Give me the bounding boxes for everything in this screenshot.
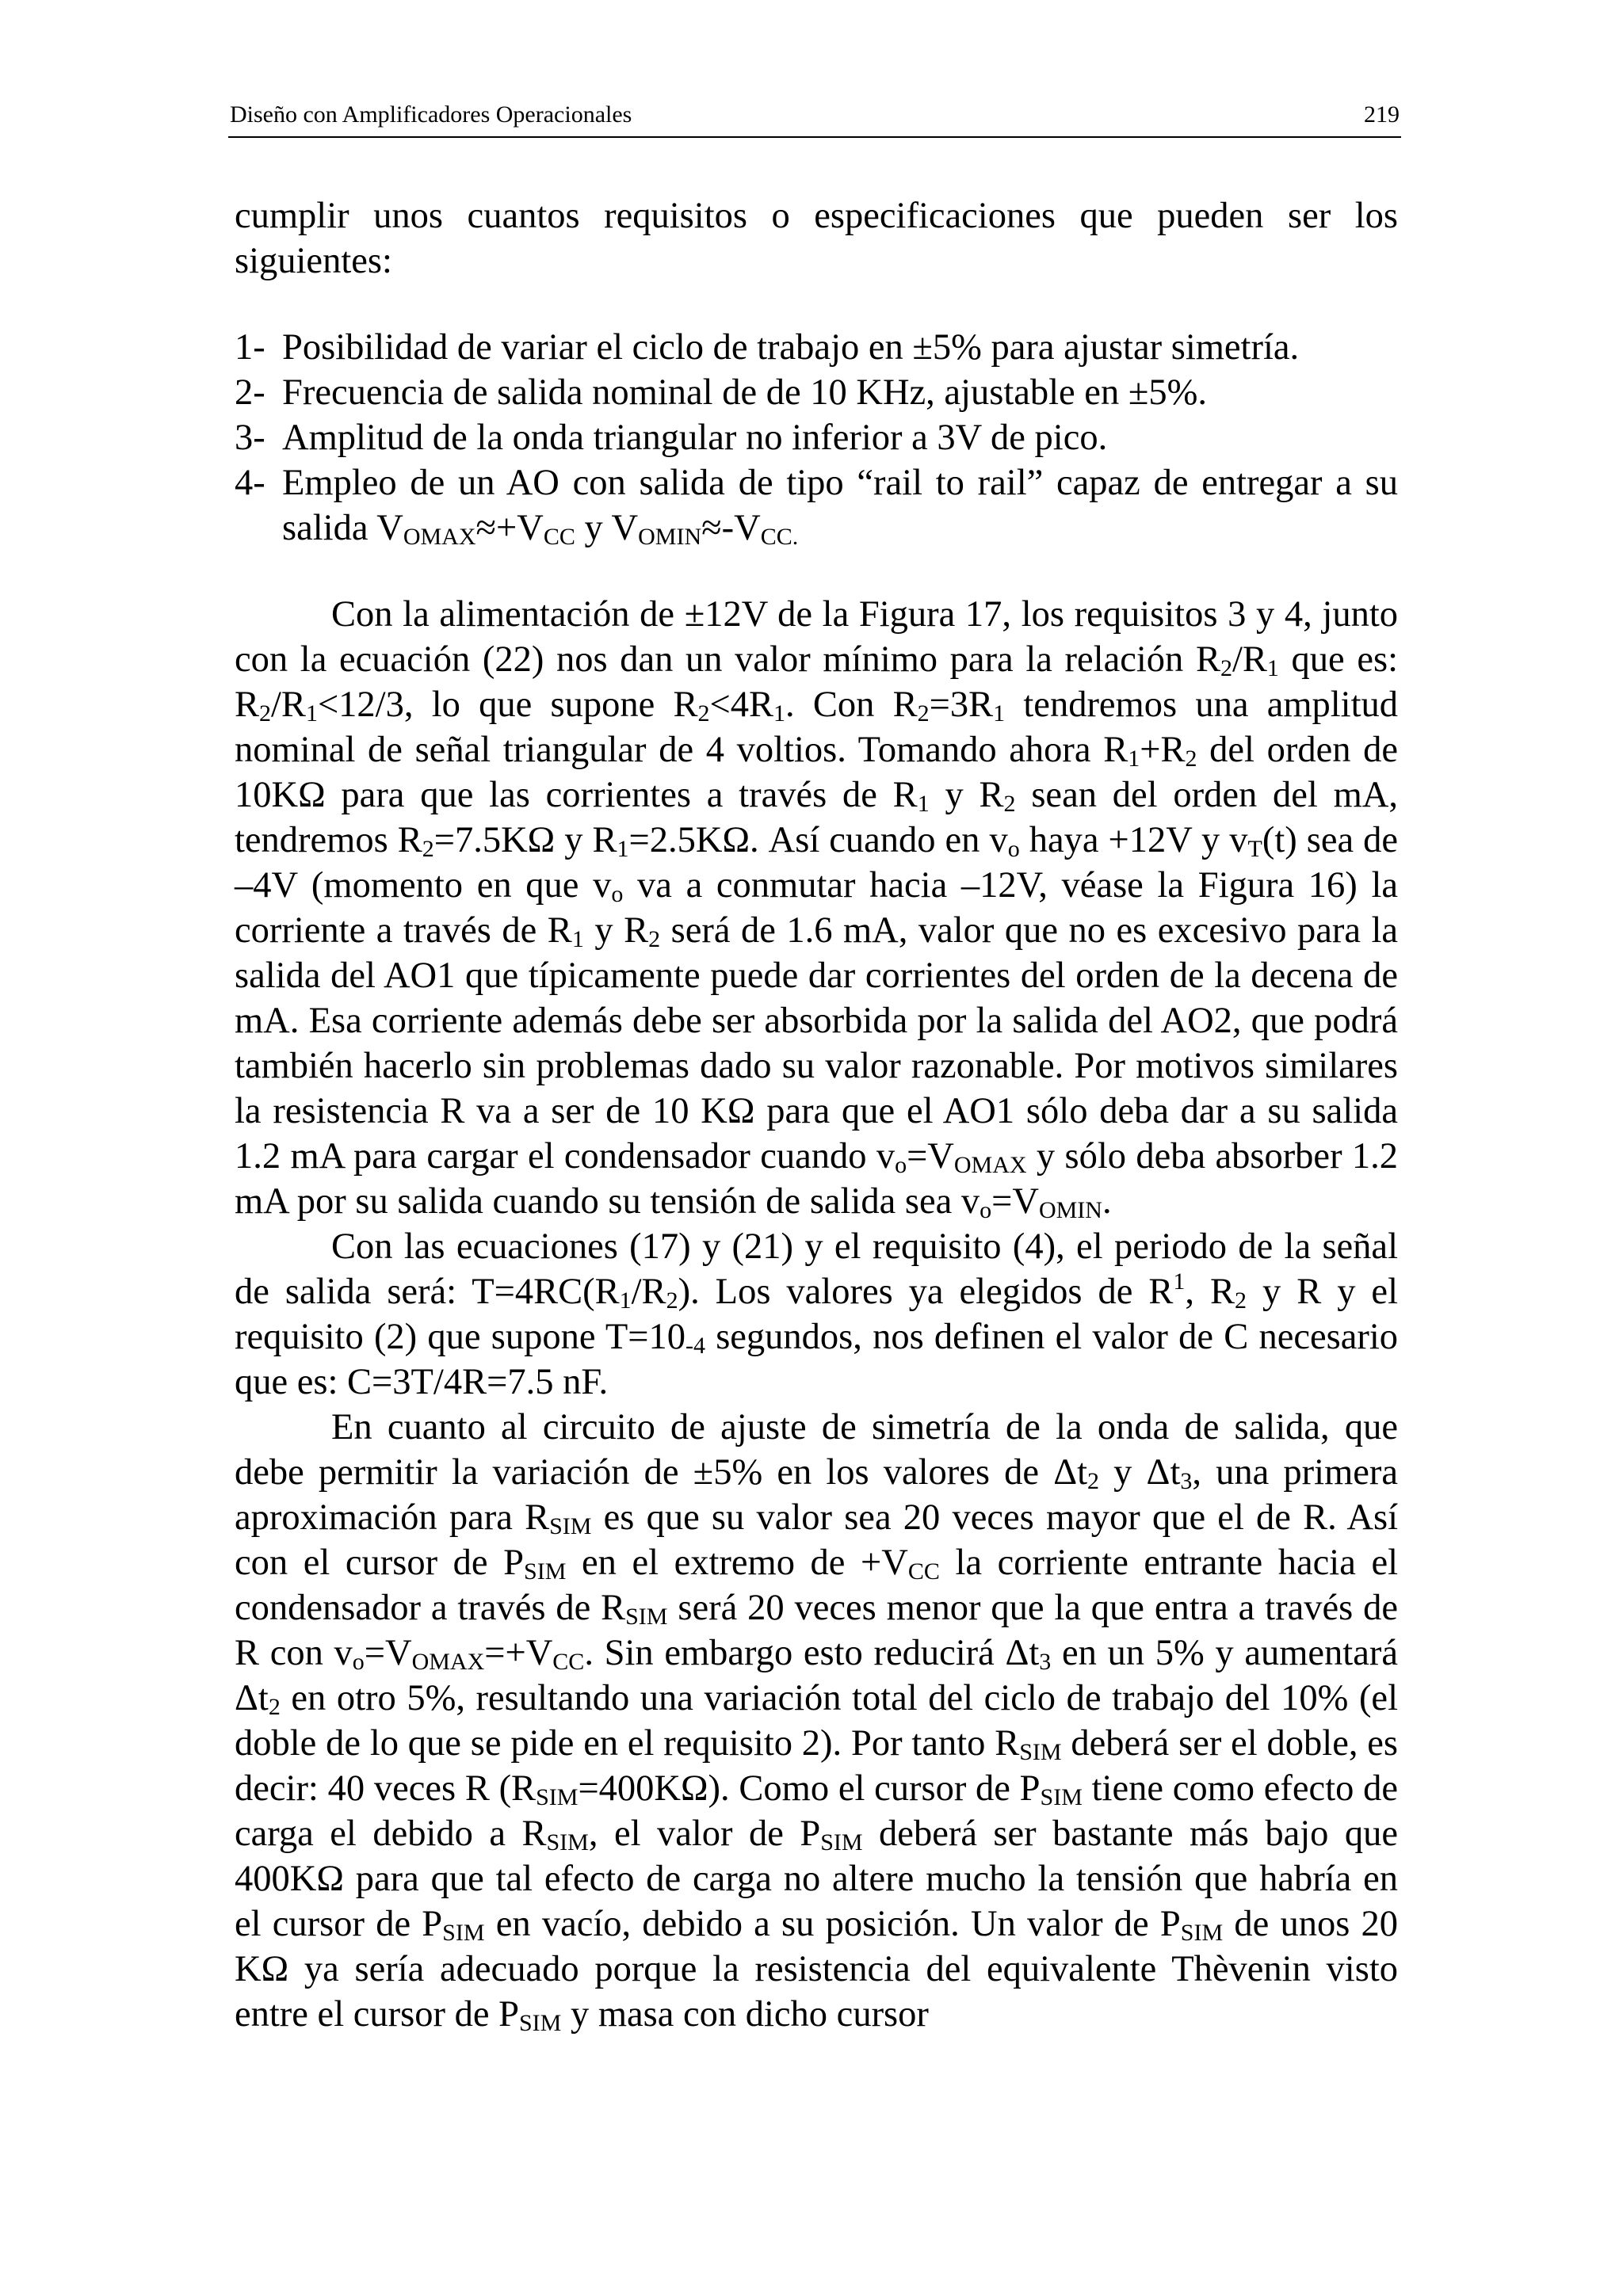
- intro-paragraph: cumplir unos cuantos requisitos o especificaciones que pueden ser los siguientes:: [235, 196, 1398, 281]
- subscript: SIM: [536, 1784, 579, 1810]
- subscript: 1: [1128, 746, 1140, 772]
- subscript: 1: [917, 791, 930, 817]
- paragraph-1: Con la alimentación de ±12V de la Figura 17, los requisitos 3 y 4, junto con la ecuación (22) nos dan un valor mínimo para la relación $R_2/R_1$ que es: $R_2/R_1<12/3$, lo que supone $R_2<4R_1$. Con $R_2=3R_1$ tendremos una amplitud nominal de señal triangular de 4 voltios. Tomando ahora $R_1+R_2$ del orden de 10KΩ para que las corrientes a través de $R_1$ y $R_2$ sean del orden del mA, tendremos $R_2=7.5K\Omega$ y $R_1=2.5K\Omega$. Así cuando en $v_o$ haya +12V y $v_T(t)$ sea de –4V (momento en que $v_o$ va a conmutar hacia –12V, véase la Figura 16) la corriente a través de $R_1$ y $R_2$ será de 1.6 mA, valor que no es excesivo para la salida del AO1 que típicamente puede dar corrientes del orden de la decena de mA. Esa corriente además debe ser absorbida por la salida del AO2, que podrá también hacerlo sin problemas dado su valor razonable. Por motivos similares la resistencia R va a ser de 10 KΩ para que el AO1 sólo deba dar a su salida 1.2 mA para cargar el condensador cuando $v_o=V_{OMAX}$ y sólo deba absorber 1.2 mA por su salida cuando su tensión de salida sea $v_o=V_{OMIN}$.: [235, 594, 1399, 1223]
- subscript: 2: [1234, 1287, 1247, 1314]
- subscript: o: [895, 1152, 907, 1178]
- subscript: SIM: [524, 1558, 567, 1585]
- subscript: 3: [1180, 1468, 1193, 1494]
- subscript: 1: [773, 700, 785, 727]
- list-item: [235, 415, 1398, 460]
- running-header: [228, 92, 1401, 138]
- list-text: Posibilidad de variar el ciclo de trabajo en ±5% para ajustar simetría.: [282, 327, 1300, 368]
- subscript: 2: [1087, 1468, 1100, 1494]
- page-number: 219: [1364, 101, 1400, 128]
- subscript: 2: [917, 700, 930, 727]
- subscript: CC.: [760, 524, 799, 550]
- subscript: 2: [259, 700, 272, 727]
- list-number: 3-: [235, 418, 265, 458]
- subscript: OMAX: [953, 1152, 1027, 1178]
- list-item: [235, 325, 1398, 370]
- subscript: -4: [685, 1333, 705, 1359]
- subscript: 1: [305, 700, 318, 727]
- subscript: 1: [1266, 655, 1279, 681]
- subscript: OMIN: [638, 524, 702, 550]
- list-text: Amplitud de la onda triangular no inferior a 3V de pico.: [282, 418, 1108, 458]
- page-body: [235, 193, 1398, 2037]
- subscript: o: [980, 1197, 992, 1223]
- subscript: CC: [907, 1558, 940, 1585]
- header-title: Diseño con Amplificadores Operacionales: [230, 101, 632, 128]
- subscript: o: [352, 1649, 365, 1675]
- subscript: SIM: [442, 1920, 485, 1946]
- subscript: SIM: [625, 1604, 668, 1630]
- list-number: 4-: [235, 463, 265, 503]
- subscript: 2: [268, 1694, 281, 1720]
- list-number: 2-: [235, 372, 265, 413]
- subscript: SIM: [1019, 1739, 1062, 1765]
- list-text: Empleo de un AO con salida de tipo “rail to rail” capaz de entregar a su salida $V_{OMAX}\approx+V_{CC}$ y $V_{OMIN}\approx-V_{CC.}$: [282, 463, 1398, 550]
- subscript: 2: [422, 836, 434, 862]
- subscript: 1: [619, 1287, 632, 1314]
- subscript: OMAX: [403, 524, 476, 550]
- subscript: 1: [617, 836, 629, 862]
- subscript: o: [1007, 836, 1020, 862]
- subscript: 2: [1185, 746, 1197, 772]
- subscript: SIM: [1180, 1920, 1224, 1946]
- subscript: SIM: [518, 2010, 562, 2036]
- subscript: 2: [648, 926, 661, 952]
- subscript: CC: [552, 1649, 585, 1675]
- paragraph-3: En cuanto al circuito de ajuste de simetría de la onda de salida, que debe permitir la variación de ±5% en los valores de $\Delta t_2$ y $\Delta t_3$, una primera aproximación para $R_{SIM}$ es que su valor sea 20 veces mayor que el de R. Así con el cursor de $P_{SIM}$ en el extremo de $+V_{CC}$ la corriente entrante hacia el condensador a través de $R_{SIM}$ será 20 veces menor que la que entra a través de R con $v_o=V_{OMAX}=+V_{CC}$. Sin embargo esto reducirá $\Delta t_3$ en un 5% y aumentará $\Delta t_2$ en otro 5%, resultando una variación total del ciclo de trabajo del 10% (el doble de lo que se pide en el requisito 2). Por tanto $R_{SIM}$ deberá ser el doble, es decir: 40 veces R $(R_{SIM}=400K\Omega)$. Como el cursor de $P_{SIM}$ tiene como efecto de carga el debido a $R_{SIM}$, el valor de $P_{SIM}$ deberá ser bastante más bajo que 400KΩ para que tal efecto de carga no altere mucho la tensión que habría en el cursor de $P_{SIM}$ en vacío, debido a su posición. Un valor de $P_{SIM}$ de unos 20 KΩ ya sería adecuado porque la resistencia del equivalente Thèvenin visto entre el cursor de $P_{SIM}$ y masa con dicho cursor: [235, 1407, 1399, 2036]
- subscript: OMAX: [411, 1649, 485, 1675]
- list-number: 1-: [235, 327, 265, 368]
- subscript: 3: [1039, 1649, 1052, 1675]
- subscript: SIM: [820, 1829, 863, 1855]
- subscript: OMIN: [1038, 1197, 1102, 1223]
- subscript: CC: [543, 524, 575, 550]
- subscript: 2: [666, 1287, 678, 1314]
- list-item: [235, 370, 1398, 415]
- paragraph-2: Con las ecuaciones (17) y (21) y el requisito (4), el periodo de la señal de salida será: $T=4RC(R_1/R_2)$. Los valores ya elegidos de $R^1$, $R_2$ y R y el requisito (2) que supone $T=10_{-4}$ segundos, nos definen el valor de C necesario que es: C=3T/4R=7.5 nF.: [235, 1226, 1399, 1402]
- subscript: SIM: [546, 1829, 589, 1855]
- subscript: o: [611, 881, 624, 907]
- subscript: SIM: [549, 1513, 592, 1539]
- requirements-list: [235, 325, 1398, 551]
- list-text: Frecuencia de salida nominal de de 10 KHz, ajustable en ±5%.: [282, 372, 1207, 413]
- subscript: 2: [1220, 655, 1232, 681]
- subscript: 2: [697, 700, 710, 727]
- superscript: 1: [1173, 1268, 1186, 1295]
- subscript: 1: [993, 700, 1006, 727]
- list-item: [235, 460, 1398, 551]
- subscript: T: [1247, 836, 1262, 862]
- subscript: SIM: [1040, 1784, 1083, 1810]
- subscript: 2: [1003, 791, 1016, 817]
- subscript: 1: [571, 926, 584, 952]
